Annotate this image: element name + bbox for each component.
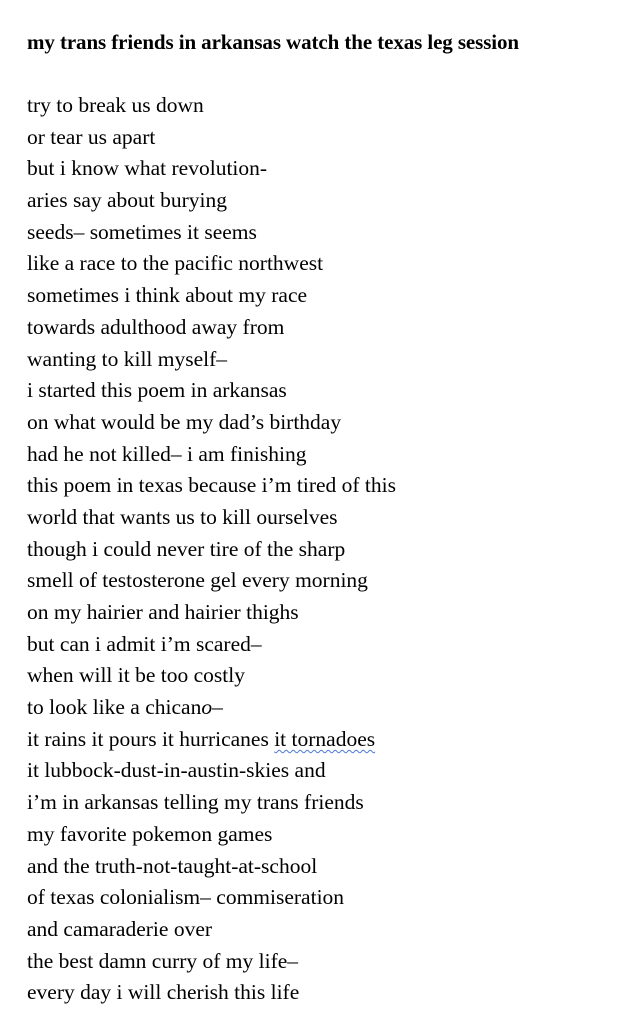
poem-line: my favorite pokemon games bbox=[27, 821, 273, 846]
poem-line: on what would be my dad’s birthday bbox=[27, 409, 342, 434]
poem-line: like a race to the pacific northwest bbox=[27, 251, 324, 276]
poem-line: seeds– sometimes it seems bbox=[27, 219, 257, 244]
poem-line: world that wants us to kill ourselves bbox=[27, 504, 338, 529]
poem-line-spellcheck bbox=[27, 724, 396, 756]
poem-line: wanting to kill myself– bbox=[27, 346, 228, 371]
poem-line-italic-o bbox=[27, 692, 396, 724]
poem-line: i started this poem in arkansas bbox=[27, 378, 287, 403]
poem-line: every day i will cherish this life bbox=[27, 980, 300, 1005]
poem-body bbox=[27, 90, 396, 1009]
poem-line: when will it be too costly bbox=[27, 663, 245, 688]
poem-line: it lubbock-dust-in-austin-skies and bbox=[27, 758, 326, 783]
poem-line: though i could never tire of the sharp bbox=[27, 536, 346, 561]
poem-line: but i know what revolution- bbox=[27, 156, 268, 181]
poem-line: of texas colonialism– commiseration bbox=[27, 885, 345, 910]
poem-line: and camaraderie over bbox=[27, 916, 213, 941]
line-text: it rains it pours it hurricanes bbox=[27, 726, 275, 751]
poem-line: had he not killed– i am finishing bbox=[27, 441, 307, 466]
poem-line: or tear us apart bbox=[27, 124, 156, 149]
poem-line: sometimes i think about my race bbox=[27, 283, 308, 308]
poem-line: smell of testosterone gel every morning bbox=[27, 568, 368, 593]
poem-line: this poem in texas because i’m tired of this bbox=[27, 473, 396, 498]
spellcheck-flagged-text[interactable]: it tornadoes bbox=[274, 726, 376, 751]
poem-line: on my hairier and hairier thighs bbox=[27, 600, 299, 624]
line-text: – bbox=[212, 695, 223, 720]
poem-line: but can i admit i’m scared– bbox=[27, 631, 262, 656]
poem-line: i’m in arkansas telling my trans friends bbox=[27, 790, 364, 815]
poem-line: the best damn curry of my life– bbox=[27, 948, 299, 973]
poem-line: and the truth-not-taught-at-school bbox=[27, 853, 318, 878]
poem-line: try to break us down bbox=[27, 93, 204, 117]
poem-title: my trans friends in arkansas watch the texas leg session bbox=[27, 30, 519, 54]
line-text: to look like a chican bbox=[27, 695, 202, 720]
poem-line: towards adulthood away from bbox=[27, 314, 285, 339]
poem-line: aries say about burying bbox=[27, 188, 228, 213]
italic-letter: o bbox=[201, 695, 213, 720]
